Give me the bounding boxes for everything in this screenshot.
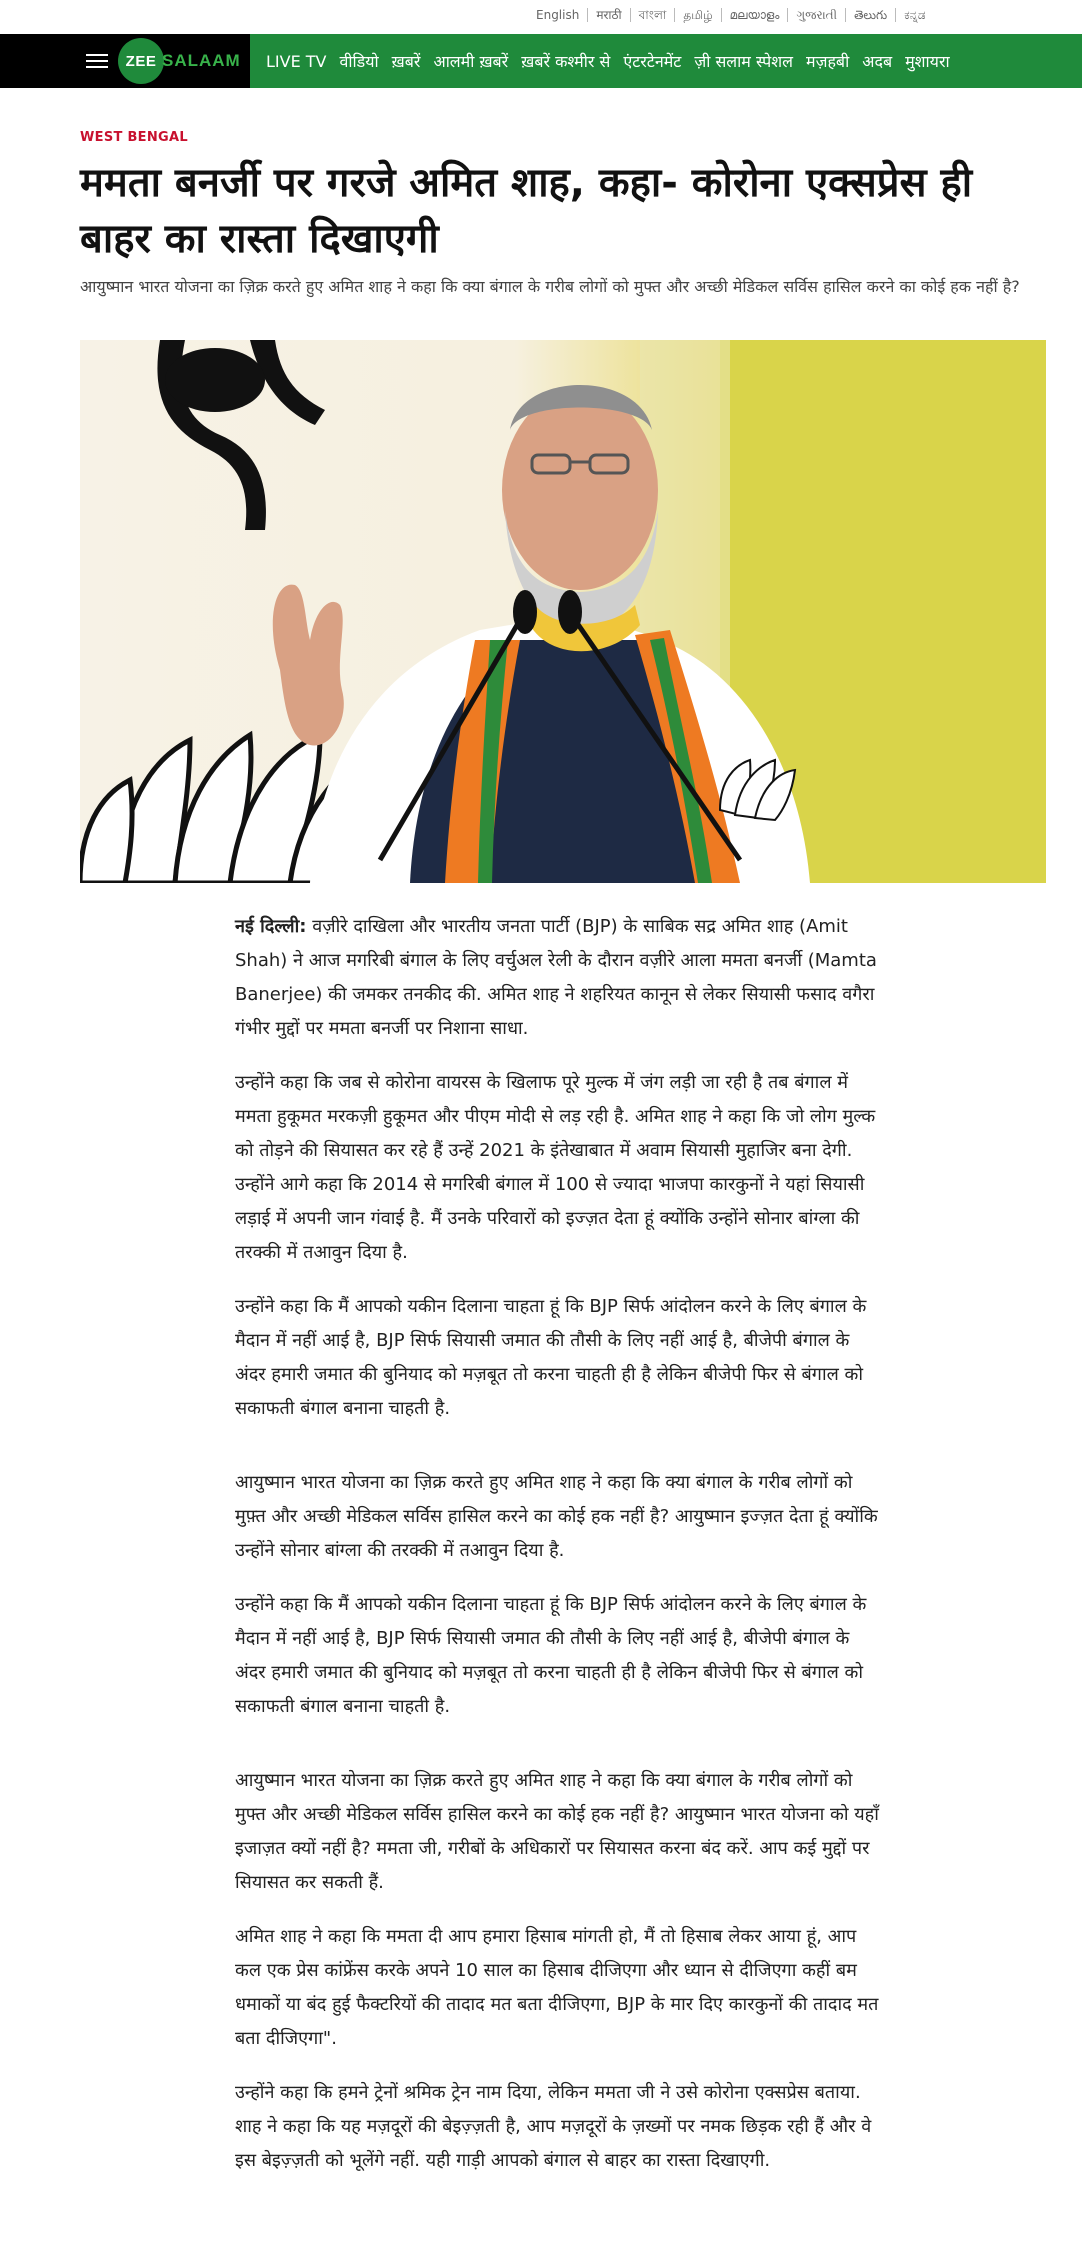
nav-live-tv[interactable]: LIVE TV xyxy=(266,51,327,71)
category-label[interactable]: WEST BENGAL xyxy=(80,130,188,145)
language-bar xyxy=(0,0,1082,34)
nav-entertainment[interactable]: एंटरटेनमेंट xyxy=(623,52,682,71)
nav-zee-salaam-special[interactable]: ज़ी सलाम स्पेशल xyxy=(694,52,793,71)
nav-kashmir-news[interactable]: ख़बरें कश्मीर से xyxy=(521,52,611,71)
dateline: नई दिल्ली: xyxy=(235,916,307,937)
paragraph-6: आयुष्मान भारत योजना का ज़िक्र करते हुए अमित शाह ने कहा कि क्या बंगाल के गरीब लोगों को मुफ्त और अच्छी मेडिकल सर्विस हासिल करने का कोई हक नहीं है? आयुष्मान भारत योजना को यहाँ इजाज़त क्यों नहीं है? ममता जी, गरीबों के अधिकारों पर सियासत करना बंद करें. आप कई मुद्दों पर सियासत कर सकती हैं. xyxy=(235,1770,879,1893)
nav-videos[interactable]: वीडियो xyxy=(339,52,379,71)
lang-bangla[interactable]: বাংলা xyxy=(631,8,676,22)
paragraph-1-text: वज़ीरे दाखिला और भारतीय जनता पार्टी (BJP) के साबिक सद्र अमित शाह (Amit Shah) ने आज मगरिबी बंगाल के लिए वर्चुअल रेली के दौरान वज़ीरे आला ममता बनर्जी (Mamta Banerjee) की जमकर तनकीद की. अमित शाह ने शहरियत कानून से लेकर सियासी फसाद वगैरा गंभीर मुद्दों पर ममता बनर्जी पर निशाना साधा. xyxy=(235,916,877,1039)
nav-mushaira[interactable]: मुशायरा xyxy=(905,52,950,71)
lang-malayalam[interactable]: മലയാളം xyxy=(722,8,789,22)
hero-image xyxy=(80,340,1046,883)
nav-literature[interactable]: अदब xyxy=(862,52,893,71)
nav-brand-area xyxy=(0,34,250,88)
main-nav xyxy=(0,34,1082,88)
lang-telugu[interactable]: తెలుగు xyxy=(846,8,896,22)
logo-text: SALAAM xyxy=(162,51,241,70)
nav-world-news[interactable]: आलमी ख़बरें xyxy=(433,52,509,71)
nav-religion[interactable]: मज़हबी xyxy=(806,52,850,71)
article-header xyxy=(80,130,1046,299)
lang-marathi[interactable]: मराठी xyxy=(588,8,630,22)
nav-links xyxy=(250,34,1082,88)
paragraph-7: अमित शाह ने कहा कि ममता दी आप हमारा हिसाब मांगती हो, मैं तो हिसाब लेकर आया हूं, आप कल एक प्रेस कांफ्रेंस करके अपने 10 साल का हिसाब दीजिएगा और ध्यान से दीजिएगा कहीं बम धमाकों या बंद हुई फैक्टरियों की तादाद मत बता दीजिएगा, BJP के मार दिए कारकुनों की तादाद मत बता दीजिएगा". xyxy=(235,1926,879,2049)
language-list xyxy=(528,8,934,22)
lang-gujarati[interactable]: ગુજરાતી xyxy=(788,8,846,22)
zee-salaam-logo[interactable] xyxy=(118,38,241,84)
hamburger-menu-icon[interactable] xyxy=(86,52,110,70)
paragraph-4: आयुष्मान भारत योजना का ज़िक्र करते हुए अमित शाह ने कहा कि क्या बंगाल के गरीब लोगों को मुफ़्त और अच्छी मेडिकल सर्विस हासिल करने का कोई हक नहीं है? आयुष्मान इज्ज़त देता हूं क्योंकि उन्होंने सोनार बांग्ला की तरक्की में तआवुन दिया है. xyxy=(235,1472,878,1561)
paragraph-5: उन्होंने कहा कि मैं आपको यकीन दिलाना चाहता हूं कि BJP सिर्फ आंदोलन करने के लिए बंगाल के मैदान में नहीं आई है, BJP सिर्फ सियासी जमात की तौसी के लिए नहीं आई है, बीजेपी बंगाल के अंदर हमारी जमात की बुनियाद को मज़बूत तो करना चाहती ही है लेकिन बीजेपी फिर से बंगाल को सकाफती बंगाल बनाना चाहती है. xyxy=(235,1594,867,1717)
speaker-photo-illustration xyxy=(80,340,1046,883)
article-headline: ममता बनर्जी पर गरजे अमित शाह, कहा- कोरोना एक्सप्रेस ही बाहर का रास्ता दिखाएगी xyxy=(80,160,973,262)
logo-mark: ZEE xyxy=(118,38,164,84)
paragraph-2: उन्होंने कहा कि जब से कोरोना वायरस के खिलाफ पूरे मुल्क में जंग लड़ी जा रही है तब बंगाल में ममता हुकूमत मरकज़ी हुकूमत और पीएम मोदी से लड़ रही है. अमित शाह ने कहा कि जो लोग मुल्क को तोड़ने की सियासत कर रहे हैं उन्हें 2021 के इंतेखाबात में अवाम सियासी मुहाजिर बना देगी. उन्होंने आगे कहा कि 2014 से मगरिबी बंगाल में 100 से ज्यादा भाजपा कारकुनों ने यहां सियासी लड़ाई में अपनी जान गंवाई है. मैं उनके परिवारों को इज्ज़त देता हूं क्योंकि उन्होंने सोनार बांग्ला की तरक्की में तआवुन दिया है. xyxy=(235,1072,876,1263)
lang-tamil[interactable]: தமிழ் xyxy=(675,8,721,22)
paragraph-8: उन्होंने कहा कि हमने ट्रेनों श्रमिक ट्रेन नाम दिया, लेकिन ममता जी ने उसे कोरोना एक्सप्रेस बताया. शाह ने कहा कि यह मज़दूरों की बेइज़्ज़ती है, आप मज़दूरों के ज़ख्मों पर नमक छिड़क रही हैं और वे इस बेइज़्ज़ती को भूलेंगे नहीं. यही गाड़ी आपको बंगाल से बाहर का रास्ता दिखाएगी. xyxy=(235,2082,872,2171)
nav-news[interactable]: ख़बरें xyxy=(391,52,421,71)
lang-english[interactable]: English xyxy=(528,8,588,22)
article-body xyxy=(235,910,885,2198)
paragraph-1 xyxy=(235,910,885,1046)
lang-kannada[interactable]: ಕನ್ನಡ xyxy=(904,8,926,22)
paragraph-3: उन्होंने कहा कि मैं आपको यकीन दिलाना चाहता हूं कि BJP सिर्फ आंदोलन करने के लिए बंगाल के मैदान में नहीं आई है, BJP सिर्फ सियासी जमात की तौसी के लिए नहीं आई है, बीजेपी बंगाल के अंदर हमारी जमात की बुनियाद को मज़बूत तो करना चाहती ही है लेकिन बीजेपी फिर से बंगाल को सकाफती बंगाल बनाना चाहती है. xyxy=(235,1296,867,1419)
article-subhead: आयुष्मान भारत योजना का ज़िक्र करते हुए अमित शाह ने कहा कि क्या बंगाल के गरीब लोगों को मुफ्त और अच्छी मेडिकल सर्विस हासिल करने का कोई हक नहीं है? xyxy=(80,277,1020,296)
